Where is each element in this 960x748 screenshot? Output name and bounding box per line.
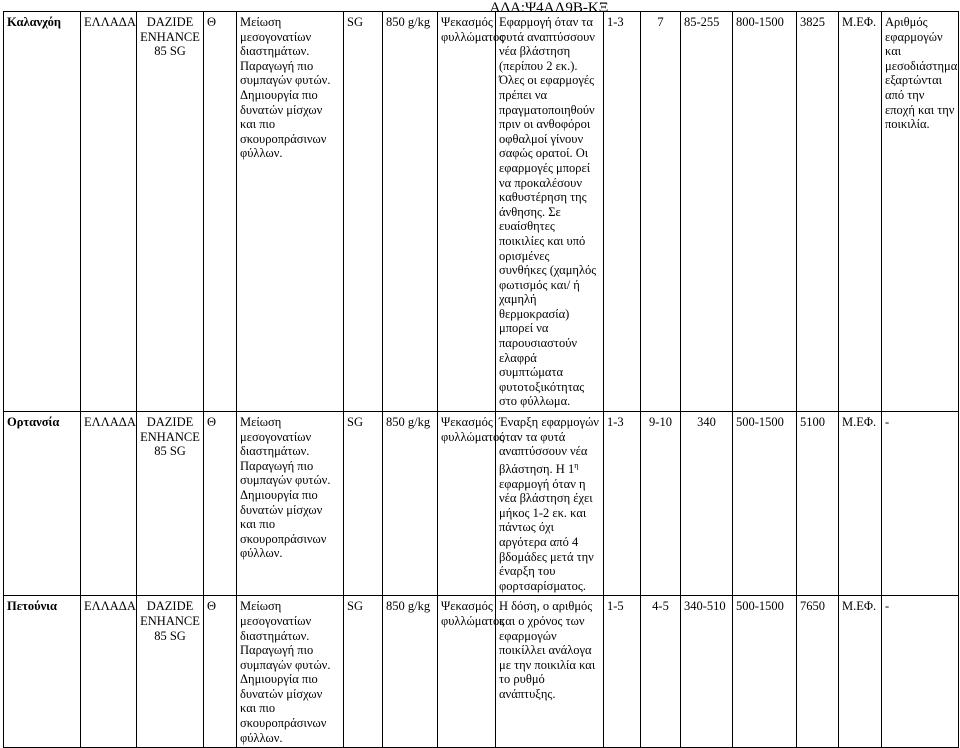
crop-cell: Καλανχόη <box>4 12 81 412</box>
applications-cell: 1-3 <box>604 12 641 412</box>
purpose-cell: Μείωση μεσογονατίων διαστημάτων. Παραγωγή πιο συμπαγών φυτών. Δημιουργία πιο δυνατών μίσχων και πιο σκουροπράσινων φύλλων. <box>237 412 344 596</box>
rate-cell: 85-255 <box>681 12 733 412</box>
applications-cell: 1-3 <box>604 412 641 596</box>
timing-superscript: η <box>574 460 579 470</box>
remarks-cell: Αριθμός εφαρμογών και μεσοδιάστημα εξαρτώνται από την εποχή και την ποικιλία. <box>882 12 959 412</box>
interval-cell: 4-5 <box>641 596 681 748</box>
water-cell: 800-1500 <box>733 12 797 412</box>
water-cell: 500-1500 <box>733 412 797 596</box>
product-cell: DAZIDE ENHANCE 85 SG <box>137 12 204 412</box>
phi-cell: Μ.ΕΦ. <box>839 596 882 748</box>
use-code-cell: Θ <box>204 12 237 412</box>
purpose-cell: Μείωση μεσογονατίων διαστημάτων. Παραγωγή πιο συμπαγών φυτών. Δημιουργία πιο δυνατών μίσχων και πιο σκουροπράσινων φύλλων. <box>237 12 344 412</box>
crop-cell: Πετούνια <box>4 596 81 748</box>
interval-cell: 9-10 <box>641 412 681 596</box>
remarks-cell: - <box>882 412 959 596</box>
timing-cell <box>496 412 604 596</box>
applications-cell: 1-5 <box>604 596 641 748</box>
dose-cell: 850 g/kg <box>383 596 438 748</box>
interval-cell: 7 <box>641 12 681 412</box>
product-cell: DAZIDE ENHANCE 85 SG <box>137 596 204 748</box>
timing-text-a: Έναρξη εφαρμογών όταν τα φυτά αναπτύσσουν νέα βλάστηση. Η 1 <box>499 415 599 476</box>
document-header-ada: ΑΔΑ:Ψ4ΑΛ9Β-ΚΞ <box>489 0 609 16</box>
max-total-cell: 3825 <box>797 12 839 412</box>
country-cell: ΕΛΛΑΔΑ <box>81 412 137 596</box>
timing-cell: Η δόση, ο αριθμός και ο χρόνος των εφαρμογών ποικίλλει ανάλογα με την ποικιλία και το ρυθμό ανάπτυξης. <box>496 596 604 748</box>
phi-cell: Μ.ΕΦ. <box>839 12 882 412</box>
table-row <box>4 12 959 412</box>
dose-cell: 850 g/kg <box>383 12 438 412</box>
formulation-cell: SG <box>344 12 383 412</box>
rate-cell: 340 <box>681 412 733 596</box>
purpose-cell: Μείωση μεσογονατίων διαστημάτων. Παραγωγή πιο συμπαγών φυτών. Δημιουργία πιο δυνατών μίσχων και πιο σκουροπράσινων φύλλων. <box>237 596 344 748</box>
timing-text-b: εφαρμογή όταν η νέα βλάστηση έχει μήκος 1-2 εκ. και πάντως όχι αργότερα από 4 βδομάδες μετά την έναρξη του φορτσαρίσματος. <box>499 476 594 593</box>
use-code-cell: Θ <box>204 412 237 596</box>
table-row <box>4 412 959 596</box>
dose-cell: 850 g/kg <box>383 412 438 596</box>
product-uses-table <box>3 11 959 748</box>
max-total-cell: 5100 <box>797 412 839 596</box>
rate-cell: 340-510 <box>681 596 733 748</box>
method-cell: Ψεκασμός φυλλώματος <box>438 12 496 412</box>
crop-cell: Ορτανσία <box>4 412 81 596</box>
product-cell: DAZIDE ENHANCE 85 SG <box>137 412 204 596</box>
remarks-cell: - <box>882 596 959 748</box>
formulation-cell: SG <box>344 596 383 748</box>
water-cell: 500-1500 <box>733 596 797 748</box>
use-code-cell: Θ <box>204 596 237 748</box>
max-total-cell: 7650 <box>797 596 839 748</box>
method-cell: Ψεκασμός φυλλώματος <box>438 412 496 596</box>
timing-cell: Εφαρμογή όταν τα φυτά αναπτύσσουν νέα βλάστηση (περίπου 2 εκ.). Όλες οι εφαρμογές πρέπει να πραγματοποιηθούν πριν οι ανθοφόροι οφθαλμοί γίνουν σαφώς ορατοί. Οι εφαρμογές μπορεί να προκαλέσουν καθυστέρηση της άνθησης. Σε ευαίσθητες ποικιλίες και υπό ορισμένες συνθήκες (χαμηλός φωτισμός και/ ή χαμηλή θερμοκρασία) μπορεί να παρουσιαστούν ελαφρά συμπτώματα φυτοτοξικότητας στο φύλλωμα. <box>496 12 604 412</box>
formulation-cell: SG <box>344 412 383 596</box>
table-row <box>4 596 959 748</box>
country-cell: ΕΛΛΑΔΑ <box>81 12 137 412</box>
method-cell: Ψεκασμός φυλλώματος <box>438 596 496 748</box>
country-cell: ΕΛΛΑΔΑ <box>81 596 137 748</box>
phi-cell: Μ.ΕΦ. <box>839 412 882 596</box>
